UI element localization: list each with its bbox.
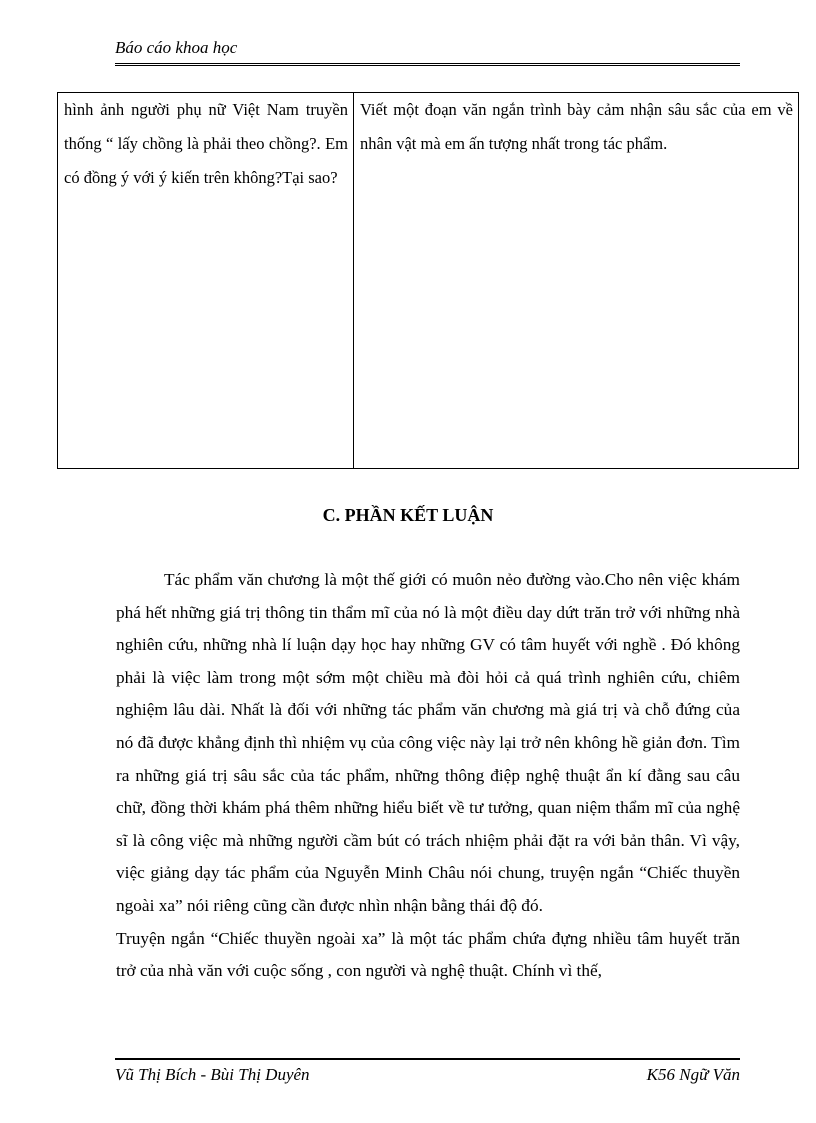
header-rule-thin	[115, 65, 740, 66]
table-cell-right: Viết một đoạn văn ngắn trình bày cảm nhận sâu sắc của em về nhân vật mà em ấn tượng nhất trong tác phẩm.	[354, 93, 799, 469]
table-cell-left: hình ảnh người phụ nữ Việt Nam truyền thống “ lấy chồng là phải theo chồng?. Em có đồng ý với ý kiến trên không?Tại sao?	[58, 93, 354, 469]
question-table	[57, 92, 799, 469]
body-text	[116, 564, 740, 988]
paragraph: Truyện ngắn “Chiếc thuyền ngoài xa” là một tác phẩm chứa đựng nhiều tâm huyết trăn trở của nhà văn với cuộc sống , con người và nghệ thuật. Chính vì thế,	[116, 928, 740, 981]
footer-authors: Vũ Thị Bích - Bùi Thị Duyên	[115, 1065, 310, 1084]
page-header	[115, 38, 740, 66]
paragraph: Tác phẩm văn chương là một thế giới có muôn nẻo đường vào.Cho nên việc khám phá hết những giá trị thông tin thẩm mĩ của nó là một điều day dứt trăn trở với những nhà nghiên cứu, những nhà lí luận dạy học hay những GV có tâm huyết với nghề . Đó không phải là việc làm trong một sớm một chiều mà đòi hỏi cả quá trình nghiên cứu, chiêm nghiệm lâu dài. Nhất là đối với những tác phẩm văn chương mà giá trị và chỗ đứng của nó đã được khẳng định thì nhiệm vụ của công việc này lại trở nên không hề giản đơn. Tìm ra những giá trị sâu sắc của tác phẩm, những thông điệp nghệ thuật ẩn kí đằng sau câu chữ, đồng thời khám phá thêm những hiểu biết về tư tưởng, quan niệm thẩm mĩ của nghệ sĩ là công việc mà những người cầm bút có trách nhiệm phải đặt ra với bản thân. Vì vậy, việc giảng dạy tác phẩm của Nguyễn Minh Châu nói chung, truyện ngắn “Chiếc thuyền ngoài xa” nói riêng cũng cần được nhìn nhận bằng thái độ đó.	[116, 570, 740, 915]
section-title: C. PHẦN KẾT LUẬN	[322, 505, 494, 525]
footer-rule	[115, 1058, 740, 1060]
header-rule	[115, 63, 740, 64]
footer-class: K56 Ngữ Văn	[646, 1065, 740, 1084]
table-row	[58, 93, 799, 469]
header-title: Báo cáo khoa học	[115, 38, 238, 57]
page-footer	[115, 1065, 740, 1085]
